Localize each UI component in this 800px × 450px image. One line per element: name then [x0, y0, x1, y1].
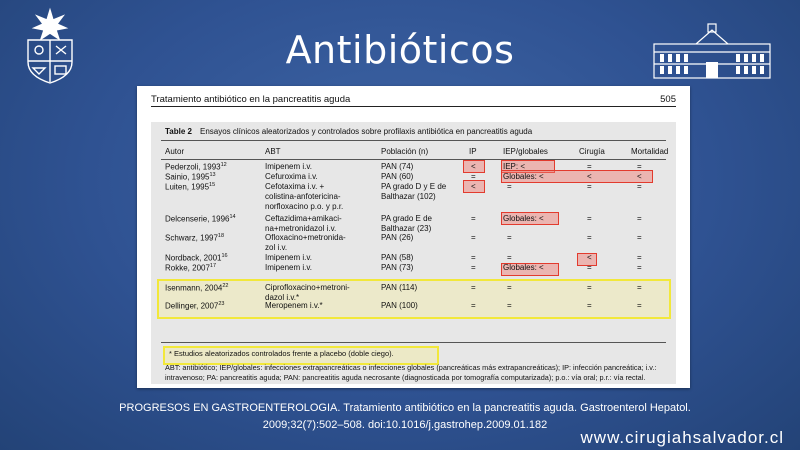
author-name: Nordback, 2001: [165, 253, 222, 263]
cell-mortalidad: =: [637, 253, 642, 262]
cell-abt: Imipenem i.v.: [265, 263, 312, 272]
cell-poblacion: PAN (100): [381, 301, 418, 310]
cell-poblacion: PAN (74): [381, 162, 414, 171]
author-name: Rokke, 2007: [165, 263, 210, 273]
cell-mortalidad: =: [637, 263, 642, 272]
cell-poblacion: Balthazar (102): [381, 192, 436, 202]
cell-abt: dazol i.v.*: [265, 293, 300, 303]
cell-autor: [165, 283, 229, 293]
cell-autor: [165, 172, 216, 182]
cell-cirugia: =: [587, 301, 592, 310]
cell-mortalidad: =: [637, 283, 642, 292]
website-url: www.cirugiahsalvador.cl: [580, 428, 784, 447]
reference-number: 16: [221, 253, 228, 259]
cell-autor: [165, 162, 227, 172]
cell-ip: =: [471, 263, 476, 272]
cell-mortalidad: <: [637, 172, 642, 181]
table-caption-text: Ensayos clínicos aleatorizados y controlados sobre profilaxis antibiótica en pancreatitis aguda: [199, 127, 533, 136]
header-cirugia: Cirugía: [579, 147, 605, 156]
cell-cirugia: =: [587, 263, 592, 272]
reference-number: 12: [220, 162, 227, 168]
cell-abt: Cefuroxima i.v.: [265, 172, 318, 181]
cell-poblacion: PAN (60): [381, 172, 414, 181]
cell-ip: =: [471, 233, 476, 242]
author-name: Delcenserie, 1996: [165, 214, 230, 224]
cell-abt: Ciprofloxacino+metroni-: [265, 283, 350, 292]
author-name: Pederzoli, 1993: [165, 162, 221, 172]
cell-cirugia: =: [587, 233, 592, 242]
reference-number: 17: [209, 263, 217, 269]
reference-number: 23: [218, 301, 225, 307]
footnote-placebo: * Estudios aleatorizados controlados frente a placebo (doble ciego).: [169, 349, 394, 358]
reference-number: 22: [222, 283, 229, 289]
cell-poblacion: PAN (114): [381, 283, 418, 292]
header-iep: IEP/globales: [503, 147, 548, 156]
cell-mortalidad: =: [637, 214, 642, 223]
cell-cirugia: =: [587, 162, 592, 171]
page-number: 505: [660, 94, 676, 105]
cell-ip: =: [471, 301, 476, 310]
cell-cirugia: =: [587, 283, 592, 292]
cell-iep: Globales: <: [503, 214, 544, 223]
cell-ip: <: [471, 162, 476, 171]
cell-autor: [165, 263, 216, 273]
journal-table-excerpt: [137, 86, 690, 388]
cell-abt: Meropenem i.v.*: [265, 301, 323, 310]
header-mortalidad: Mortalidad: [631, 147, 669, 156]
cell-iep: =: [507, 283, 512, 292]
author-name: Dellinger, 2007: [165, 301, 219, 311]
cell-ip: =: [471, 172, 476, 181]
cell-autor: [165, 301, 225, 311]
cell-iep: =: [507, 301, 512, 310]
citation-line-1: PROGRESOS EN GASTROENTEROLOGIA. Tratamiento antibiótico en la pancreatitis aguda. Gastroenterol Hepatol.: [119, 402, 691, 414]
footnote-abbreviations: ABT: antibiótico; IEP/globales: infecciones extrapancreáticas o infecciones globales (pancreáticas más extrapancreáticas); IP: infección pancreática; i.v.: intravenoso; PA: pancreatitis aguda; PAN: pancreatitis aguda necrosante (diagnosticada por tomografía computarizada); p.o.: vía oral; p.r.: vía rectal.: [165, 363, 657, 382]
running-head-title: Tratamiento antibiótico en la pancreatitis aguda: [151, 94, 351, 105]
table-2: [151, 122, 676, 384]
cell-mortalidad: =: [637, 182, 642, 191]
cell-abt: colistina-anfotericina-: [265, 192, 341, 202]
cell-ip: =: [471, 214, 476, 223]
header-abt: ABT: [265, 147, 281, 156]
cell-poblacion: PA grado E de: [381, 214, 432, 223]
cell-cirugia: =: [587, 182, 592, 191]
cell-autor: [165, 182, 215, 192]
cell-iep: IEP: <: [503, 162, 526, 171]
cell-ip: <: [471, 182, 476, 191]
hospital-building-logo: [652, 22, 772, 82]
cell-cirugia: =: [587, 214, 592, 223]
cell-poblacion: PAN (26): [381, 233, 414, 242]
cell-abt: na+metronidazol i.v.: [265, 224, 337, 234]
cell-iep: Globales: <: [503, 263, 544, 272]
table-header-rule: [161, 159, 666, 160]
author-name: Sainio, 1995: [165, 172, 210, 182]
slide-title: Antibióticos: [285, 28, 515, 72]
cell-mortalidad: =: [637, 162, 642, 171]
running-head: [151, 94, 676, 105]
cell-mortalidad: =: [637, 301, 642, 310]
cell-abt: Ceftazidima+amikaci-: [265, 214, 342, 223]
cell-abt: Ofloxacino+metronida-: [265, 233, 346, 242]
cell-iep: Globales: <: [503, 172, 544, 181]
cell-autor: [165, 233, 224, 243]
table-caption: [165, 127, 532, 136]
cell-abt: Imipenem i.v.: [265, 162, 312, 171]
reference-number: 18: [217, 233, 225, 239]
cell-iep: =: [507, 182, 512, 191]
cell-mortalidad: =: [637, 233, 642, 242]
table-bottom-rule: [161, 342, 666, 343]
author-name: Schwarz, 1997: [165, 233, 218, 243]
cell-iep: =: [507, 233, 512, 242]
cell-ip: =: [471, 253, 476, 262]
header-autor: Autor: [165, 147, 185, 156]
citation-line-2: 2009;32(7):502–508. doi:10.1016/j.gastrohep.2009.01.182: [262, 419, 548, 431]
cell-abt: Imipenem i.v.: [265, 253, 312, 262]
table-label: Table 2: [165, 127, 192, 136]
reference-number: 15: [209, 182, 216, 188]
author-name: Luiten, 1995: [165, 182, 210, 192]
cell-poblacion: PAN (73): [381, 263, 414, 272]
cell-cirugia: <: [587, 253, 592, 262]
cell-poblacion: Balthazar (23): [381, 224, 432, 234]
cell-poblacion: PA grado D y E de: [381, 182, 447, 191]
cell-abt: norfloxacino p.o. y p.r.: [265, 202, 344, 212]
header-poblacion: Población (n): [381, 147, 429, 156]
reference-number: 14: [229, 214, 236, 220]
cell-autor: [165, 253, 228, 263]
cell-abt: Cefotaxima i.v. +: [265, 182, 325, 191]
author-name: Isenmann, 2004: [165, 283, 223, 293]
running-head-rule: [151, 106, 676, 107]
cell-poblacion: PAN (58): [381, 253, 414, 262]
cell-ip: =: [471, 283, 476, 292]
cell-cirugia: <: [587, 172, 592, 181]
cell-autor: [165, 214, 236, 224]
cell-iep: =: [507, 253, 512, 262]
reference-number: 13: [209, 172, 216, 178]
header-ip: IP: [469, 147, 477, 156]
table-top-rule: [161, 140, 666, 141]
cell-abt: zol i.v.: [265, 243, 288, 253]
